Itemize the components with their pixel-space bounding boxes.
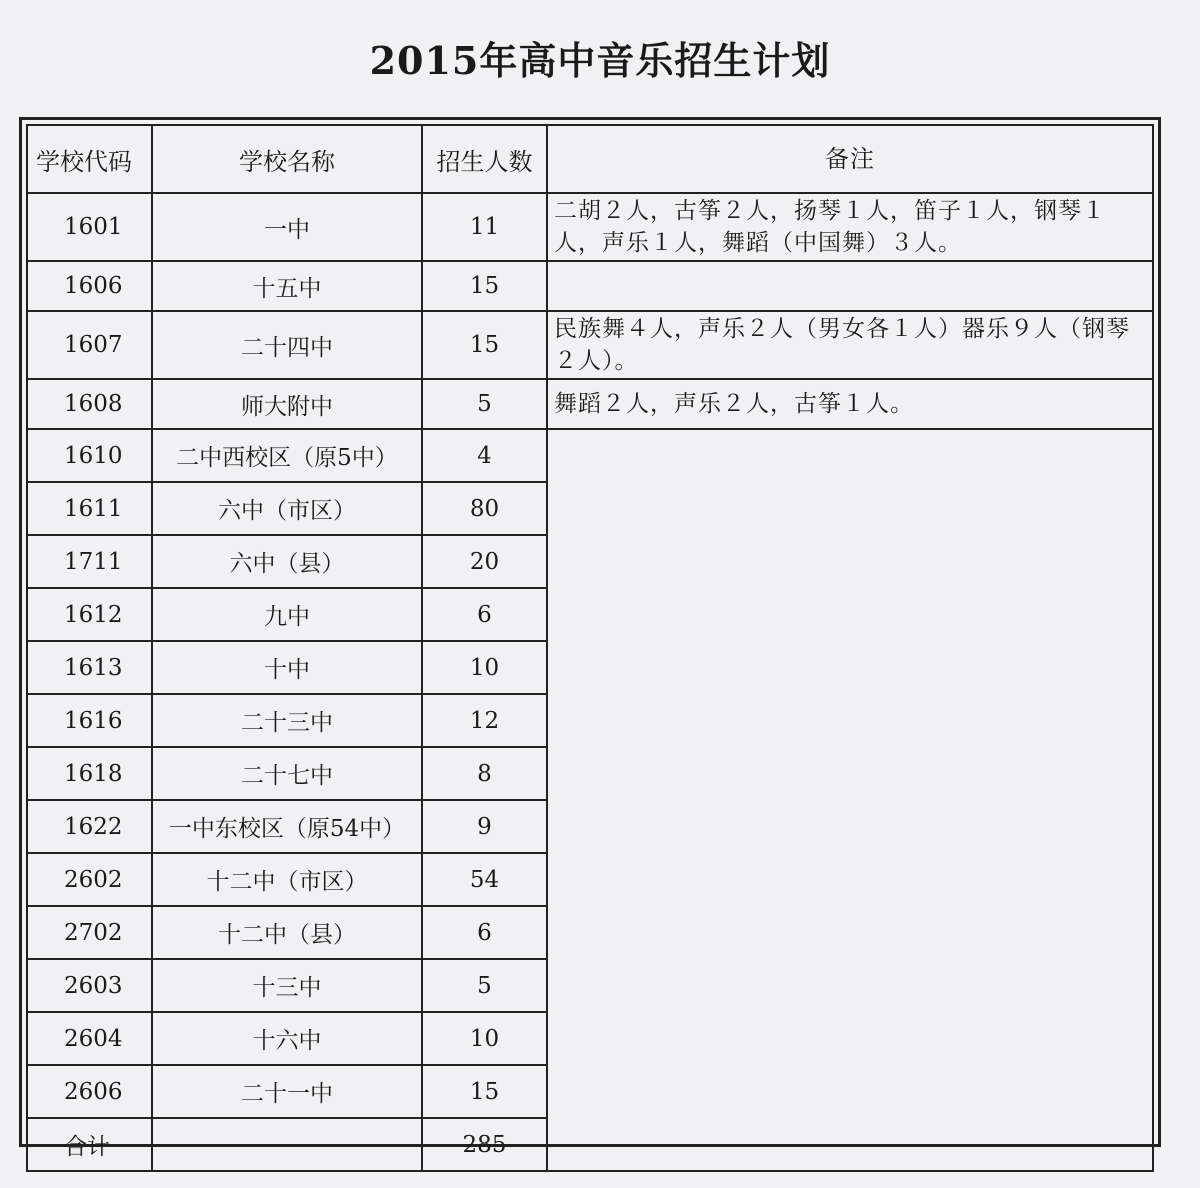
school-name-cell: 十六中	[152, 1012, 422, 1065]
enrollment-count-cell: 10	[422, 1012, 547, 1065]
school-name-cell: 九中	[152, 588, 422, 641]
school-name-cell: 十五中	[152, 261, 422, 311]
table-header-row	[27, 125, 1153, 193]
table-row	[27, 311, 1153, 379]
enrollment-count-cell: 80	[422, 482, 547, 535]
enrollment-count-cell: 54	[422, 853, 547, 906]
enrollment-count-cell: 5	[422, 959, 547, 1012]
school-name-cell: 二十七中	[152, 747, 422, 800]
header-school-code: 学校代码	[27, 125, 152, 193]
notes-cell: 民族舞４人，声乐２人（男女各１人）器乐９人（钢琴２人）。	[547, 311, 1153, 379]
plan-table-frame	[19, 117, 1161, 1160]
school-code-cell: 2702	[27, 906, 152, 959]
school-name-cell: 六中（市区）	[152, 482, 422, 535]
header-school-name: 学校名称	[152, 125, 422, 193]
notes-cell: 二胡２人，古筝２人，扬琴１人，笛子１人，钢琴１人，声乐１人，舞蹈（中国舞）３人。	[547, 193, 1153, 261]
enrollment-count-cell: 6	[422, 906, 547, 959]
enrollment-count-cell: 8	[422, 747, 547, 800]
school-code-cell: 2603	[27, 959, 152, 1012]
school-name-cell: 十二中（县）	[152, 906, 422, 959]
enrollment-count-cell: 15	[422, 311, 547, 379]
school-name-cell: 十三中	[152, 959, 422, 1012]
school-code-cell: 1601	[27, 193, 152, 261]
school-code-cell: 1608	[27, 379, 152, 429]
enrollment-count-cell: 11	[422, 193, 547, 261]
school-code-cell: 1613	[27, 641, 152, 694]
header-notes: 备注	[547, 125, 1153, 193]
notes-cell	[547, 261, 1153, 311]
table-row	[27, 379, 1153, 429]
table-row	[27, 429, 1153, 482]
school-name-cell: 师大附中	[152, 379, 422, 429]
school-code-cell: 1611	[27, 482, 152, 535]
school-code-cell: 2604	[27, 1012, 152, 1065]
enrollment-count-cell: 20	[422, 535, 547, 588]
enrollment-table	[26, 124, 1154, 1172]
enrollment-count-cell: 4	[422, 429, 547, 482]
enrollment-count-cell: 15	[422, 1065, 547, 1118]
header-enrollment-count: 招生人数	[422, 125, 547, 193]
table-row	[27, 193, 1153, 261]
enrollment-count-cell: 6	[422, 588, 547, 641]
school-code-cell: 1610	[27, 429, 152, 482]
school-code-cell: 2602	[27, 853, 152, 906]
notes-cell: 舞蹈２人，声乐２人，古筝１人。	[547, 379, 1153, 429]
school-code-cell: 2606	[27, 1065, 152, 1118]
school-code-cell: 1607	[27, 311, 152, 379]
enrollment-count-cell: 10	[422, 641, 547, 694]
page-title: 2015年高中音乐招生计划	[369, 38, 831, 83]
school-name-cell: 十二中（市区）	[152, 853, 422, 906]
school-name-cell: 二十一中	[152, 1065, 422, 1118]
school-name-cell: 六中（县）	[152, 535, 422, 588]
school-code-cell: 1622	[27, 800, 152, 853]
enrollment-count-cell: 15	[422, 261, 547, 311]
enrollment-count-cell: 12	[422, 694, 547, 747]
school-code-cell: 1606	[27, 261, 152, 311]
notes-cell-empty	[547, 429, 1153, 1171]
enrollment-count-cell: 9	[422, 800, 547, 853]
school-name-cell: 一中东校区（原54中）	[152, 800, 422, 853]
school-code-cell: 合计	[27, 1118, 152, 1171]
school-name-cell: 二中西校区（原5中）	[152, 429, 422, 482]
enrollment-count-cell: 285	[422, 1118, 547, 1171]
school-name-cell	[152, 1118, 422, 1171]
school-code-cell: 1616	[27, 694, 152, 747]
school-name-cell: 一中	[152, 193, 422, 261]
school-code-cell: 1711	[27, 535, 152, 588]
school-code-cell: 1612	[27, 588, 152, 641]
enrollment-count-cell: 5	[422, 379, 547, 429]
school-code-cell: 1618	[27, 747, 152, 800]
school-name-cell: 十中	[152, 641, 422, 694]
school-name-cell: 二十三中	[152, 694, 422, 747]
table-row	[27, 261, 1153, 311]
school-name-cell: 二十四中	[152, 311, 422, 379]
